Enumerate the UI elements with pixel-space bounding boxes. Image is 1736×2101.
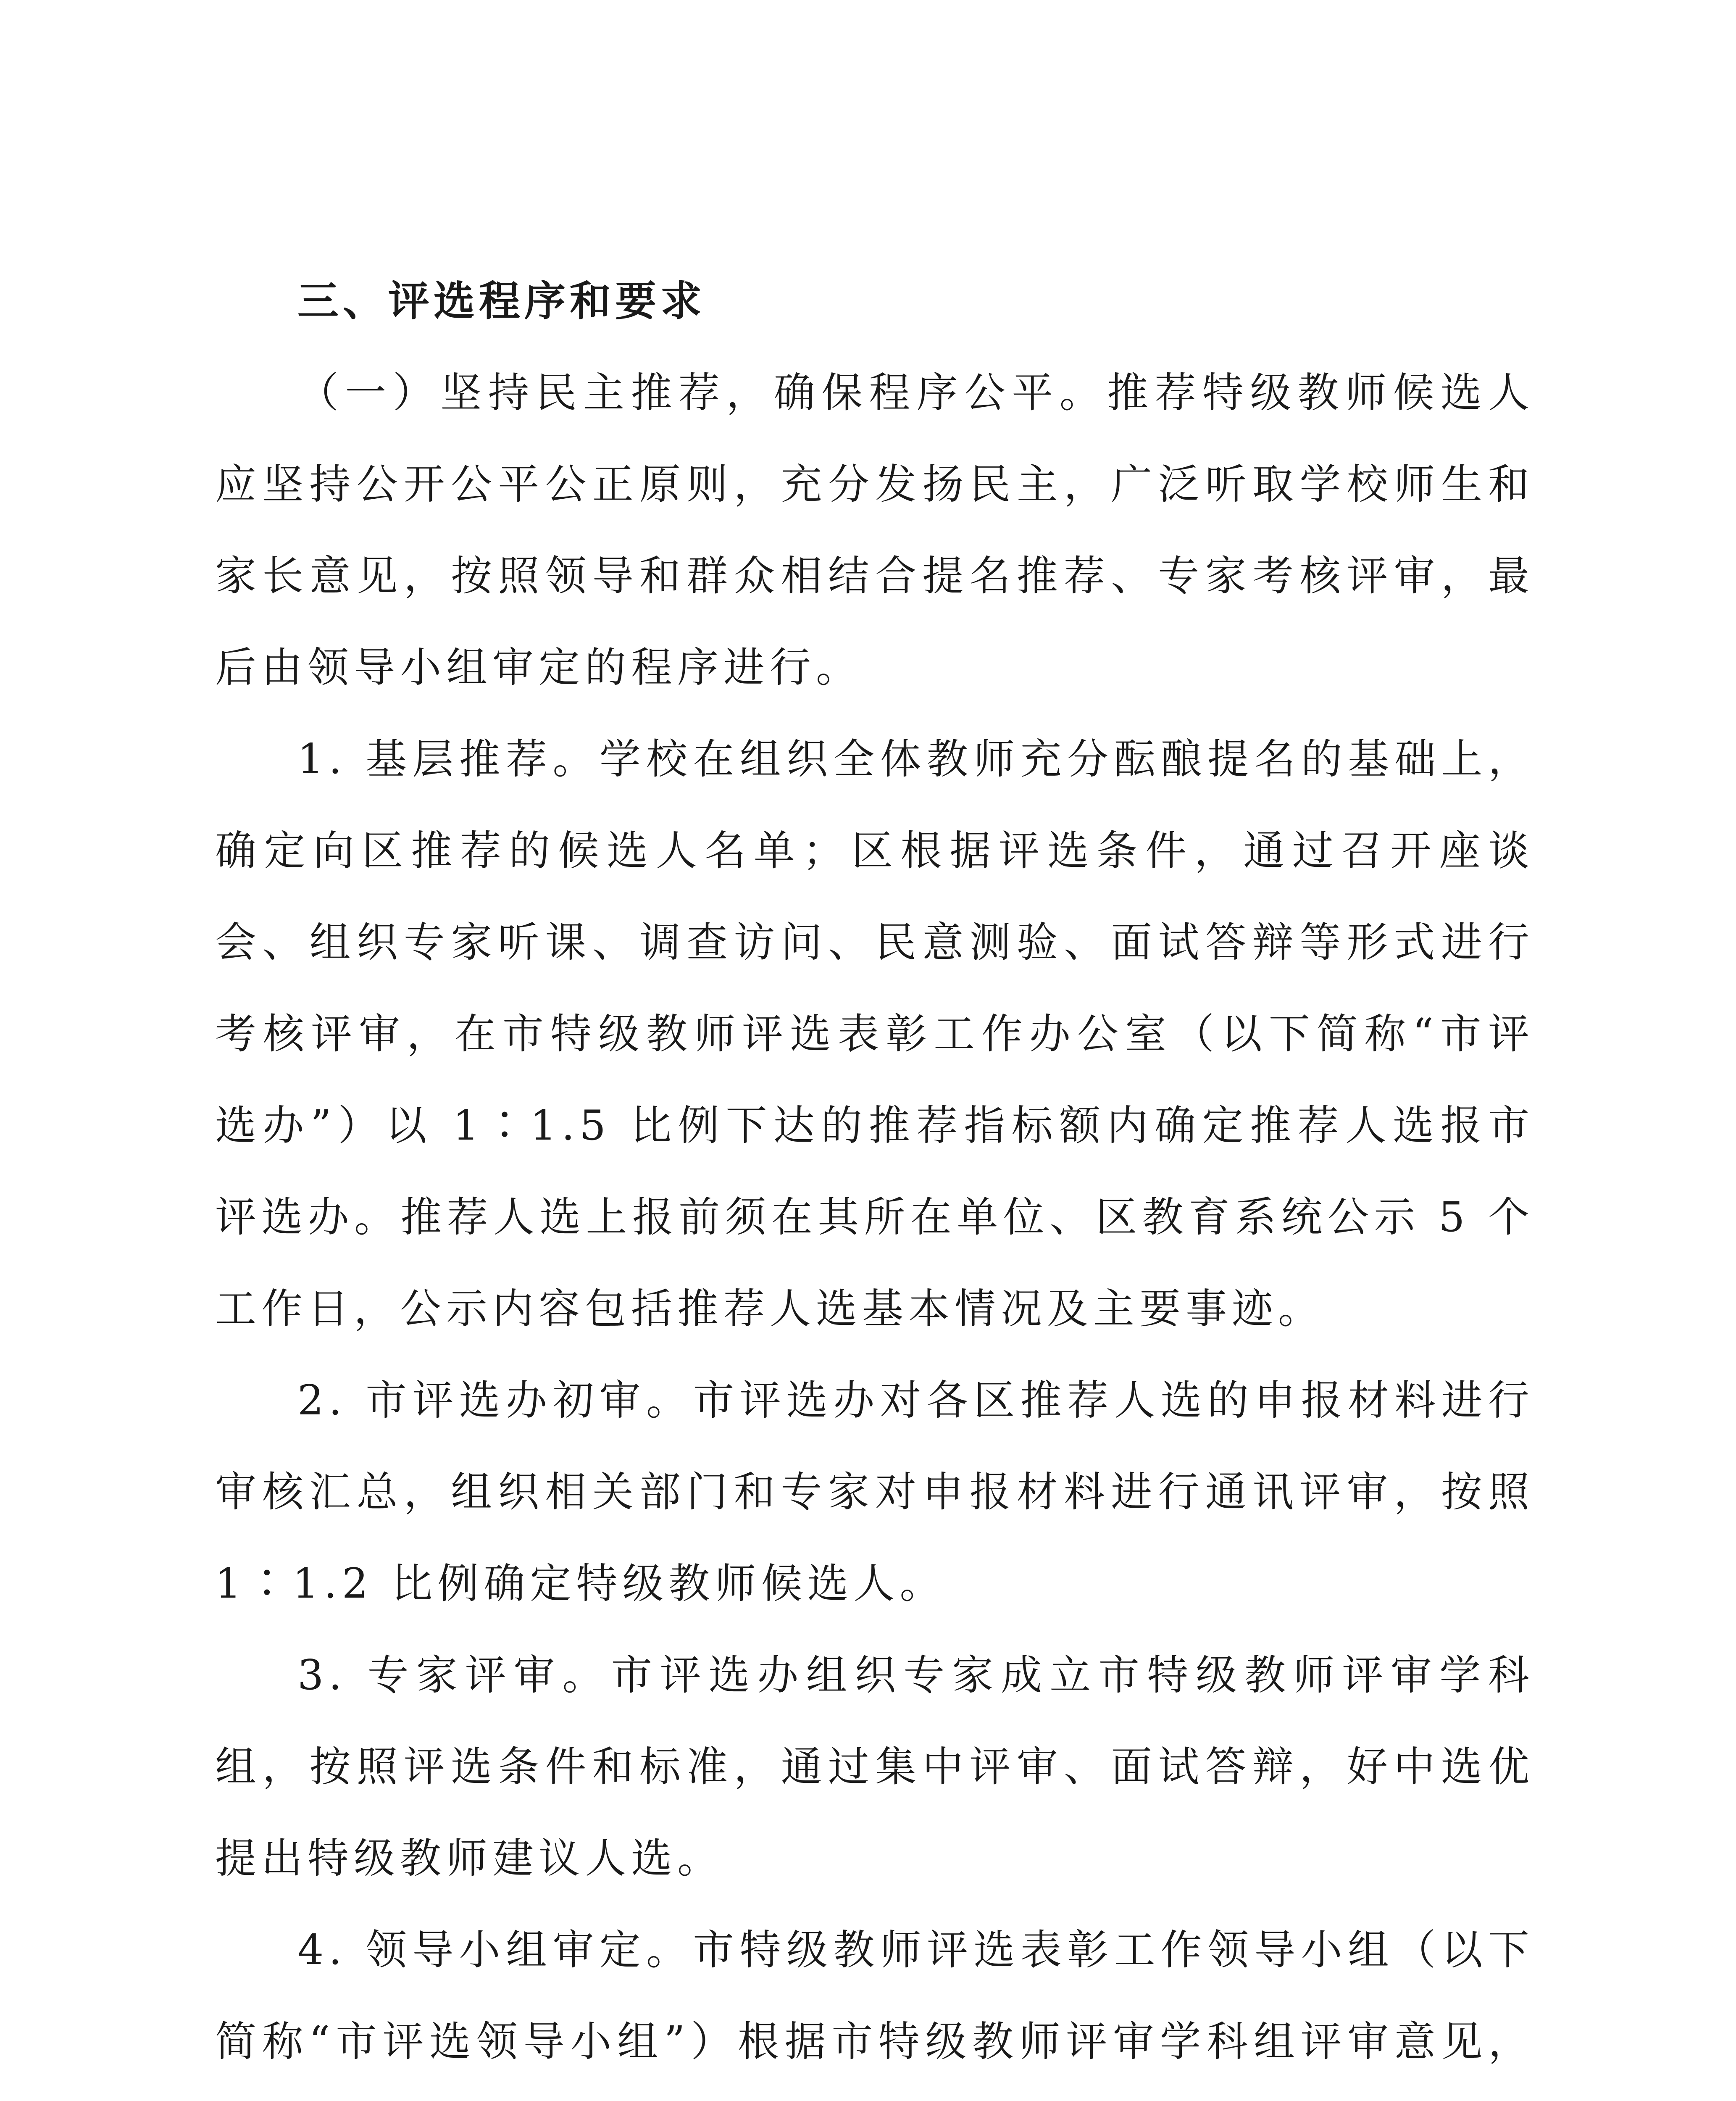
paragraph-step-2: 2. 市评选办初审。市评选办对各区推荐人选的申报材料进行审核汇总，组织相关部门和专家对申报材料进行通讯评审，按照 1∶1.2 比例确定特级教师候选人。 xyxy=(215,1377,1534,1608)
paragraph-principle-1: （一）坚持民主推荐，确保程序公平。推荐特级教师候选人应坚持公开公平公正原则，充分发扬民主，广泛听取学校师生和家长意见，按照领导和群众相结合提名推荐、专家考核评审，最后由领导小组审定的程序进行。 xyxy=(215,369,1534,692)
paragraph-step-1: 1. 基层推荐。学校在组织全体教师充分酝酿提名的基础上，确定向区推荐的候选人名单；区根据评选条件，通过召开座谈会、组织专家听课、调查访问、民意测验、面试答辩等形式进行考核评审，在市特级教师评选表彰工作办公室（以下简称“市评选办”）以 1∶1.5 比例下达的推荐指标额内确定推荐人选报市评选办。推荐人选上报前须在其所在单位、区教育系统公示 5 个工作日，公示内容包括推荐人选基本情况及主要事迹。 xyxy=(215,735,1534,1333)
paragraph-step-4: 4. 领导小组审定。市特级教师评选表彰工作领导小组（以下简称“市评选领导小组”）根据市特级教师评审学科组评审意见， xyxy=(215,1926,1534,2066)
document-body xyxy=(215,255,1534,2101)
paragraph-step-3: 3. 专家评审。市评选办组织专家成立市特级教师评审学科组，按照评选条件和标准，通过集中评审、面试答辩，好中选优提出特级教师建议人选。 xyxy=(215,1651,1534,1882)
section-heading: 三、评选程序和要求 xyxy=(297,277,706,325)
